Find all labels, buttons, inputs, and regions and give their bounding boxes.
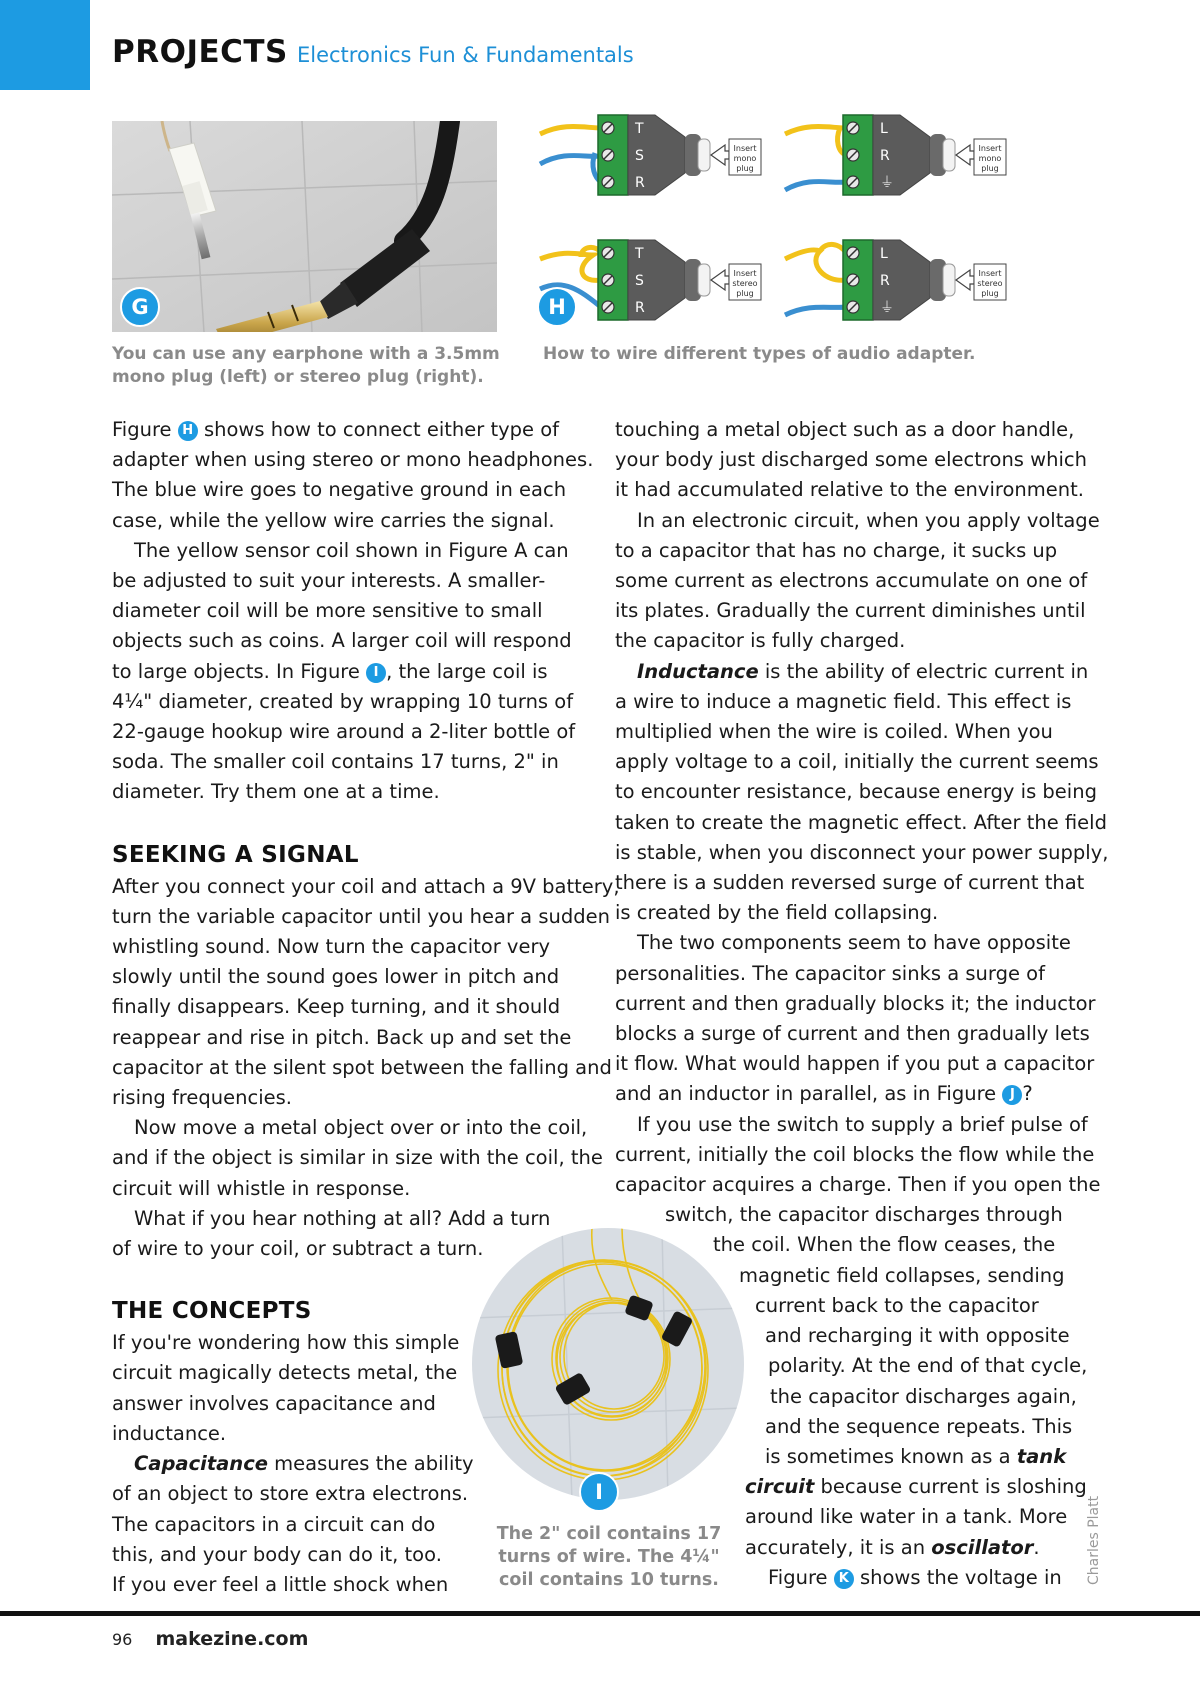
- text-line: to encounter resistance, because energy is being: [615, 780, 1097, 804]
- text-line: circuit because current is sloshing: [745, 1475, 1087, 1499]
- text-line: its plates. Gradually the current diminishes until: [615, 599, 1086, 623]
- text-line: polarity. At the end of that cycle,: [768, 1354, 1088, 1378]
- text-line: If you ever feel a little shock when: [112, 1572, 449, 1596]
- svg-text:R: R: [635, 300, 645, 316]
- section-subtitle: Electronics Fun & Fundamentals: [296, 43, 634, 67]
- paragraph: [615, 415, 1095, 506]
- text-line: and recharging it with opposite: [765, 1324, 1070, 1348]
- paragraph: [112, 415, 602, 536]
- text-line: the coil. When the flow ceases, the: [713, 1233, 1056, 1257]
- text-line: The capacitors in a circuit can do: [112, 1512, 436, 1536]
- text-line: of an object to store extra electrons.: [112, 1482, 469, 1506]
- figure-h-caption: How to wire different types of audio adapter.: [543, 344, 976, 364]
- emphasized-term: Capacitance: [134, 1452, 268, 1476]
- paragraph: [615, 506, 1100, 657]
- audio-adapter-wiring-diagram: [535, 112, 1100, 332]
- text-line: capacitor acquires a charge. Then if you open the: [615, 1173, 1101, 1197]
- text-line: circuit will whistle in response.: [112, 1176, 411, 1200]
- text-line: blocks a surge of current and then gradually lets: [615, 1022, 1090, 1046]
- page-number: 96: [112, 1630, 133, 1649]
- figure-h-diagram: [535, 112, 1100, 332]
- text-line: personalities. The capacitor sinks a surge of: [615, 961, 1045, 985]
- text-line: your body just discharged some electrons which: [615, 448, 1087, 472]
- svg-text:L: L: [880, 121, 888, 137]
- text-line: taken to create the magnetic effect. After the field: [615, 810, 1107, 834]
- adapter-mono-lr: [785, 115, 1006, 195]
- text-line: some current as electrons accumulate on one of: [615, 569, 1088, 593]
- text-line: Now move a metal object over or into the coil,: [134, 1116, 588, 1140]
- figure-i-caption: The 2" coil contains 17 turns of wire. The 4¼" coil contains 10 turns.: [496, 1524, 722, 1590]
- figure-ref-badge: J: [1002, 1085, 1022, 1105]
- text-line: The yellow sensor coil shown in Figure A can: [134, 538, 569, 562]
- text-line: be adjusted to suit your interests. A smaller-: [112, 569, 546, 593]
- text-line: a wire to induce a magnetic field. This effect is: [615, 689, 1072, 713]
- adapter-stereo-lr: [785, 240, 1006, 320]
- svg-text:Insert: Insert: [978, 269, 1002, 278]
- text-line: of wire to your coil, or subtract a turn.: [112, 1237, 484, 1261]
- paragraph: [112, 536, 602, 808]
- text-line: and the sequence repeats. This: [765, 1414, 1073, 1438]
- right-column: [615, 415, 1109, 1593]
- text-line: soda. The smaller coil contains 17 turns, 2" in: [112, 750, 559, 774]
- svg-text:stereo: stereo: [732, 279, 758, 288]
- terminal-label-s: S: [635, 148, 644, 164]
- text-line: Figure H shows how to connect either type of: [112, 418, 560, 441]
- emphasized-term: oscillator: [931, 1535, 1034, 1559]
- text-line: adapter when using stereo or mono headphones.: [112, 448, 594, 472]
- text-line: slowly until the sound goes lower in pitch and: [112, 965, 560, 989]
- svg-text:Insert: Insert: [733, 144, 757, 153]
- svg-text:stereo: stereo: [977, 279, 1003, 288]
- text-line: is created by the field collapsing.: [615, 901, 939, 925]
- text-line: switch, the capacitor discharges through: [665, 1203, 1063, 1227]
- text-line: circuit magically detects metal, the: [112, 1361, 458, 1385]
- photo-credit: Charles Platt: [1086, 1495, 1102, 1585]
- text-line: current back to the capacitor: [755, 1293, 1039, 1317]
- svg-text:T: T: [635, 246, 644, 262]
- figure-g-badge: G: [120, 287, 160, 327]
- text-line: diameter. Try them one at a time.: [112, 780, 440, 804]
- figure-ref-badge: H: [178, 421, 198, 441]
- text-line: multiplied when the wire is coiled. When you: [615, 720, 1053, 744]
- svg-text:plug: plug: [736, 164, 754, 173]
- text-line: is sometimes known as a tank: [765, 1444, 1067, 1468]
- text-line: 4¼" diameter, created by wrapping 10 turns of: [112, 689, 574, 713]
- svg-text:mono: mono: [978, 154, 1002, 163]
- text-line: capacitor at the silent spot between the falling and: [112, 1055, 612, 1079]
- text-line: this, and your body can do it, too.: [112, 1542, 442, 1566]
- text-line: current, initially the coil blocks the flow while the: [615, 1142, 1095, 1166]
- text-line: If you're wondering how this simple: [112, 1331, 460, 1355]
- terminal-label-t: T: [635, 121, 644, 137]
- text-line: current and then gradually blocks it; the inductor: [615, 991, 1096, 1015]
- svg-text:mono: mono: [733, 154, 757, 163]
- svg-text:L: L: [880, 246, 888, 262]
- emphasized-term: circuit: [745, 1475, 815, 1499]
- text-line: finally disappears. Keep turning, and it should: [112, 995, 561, 1019]
- running-header: [112, 34, 634, 70]
- footer-rule: [0, 1611, 1200, 1616]
- svg-text:⏚: ⏚: [880, 175, 894, 191]
- section-label: PROJECTS: [112, 34, 288, 70]
- text-line: If you use the switch to supply a brief pulse of: [637, 1112, 1088, 1136]
- text-line: the capacitor discharges again,: [770, 1384, 1077, 1408]
- svg-text:S: S: [635, 273, 644, 289]
- paragraph: [615, 928, 1095, 1109]
- emphasized-term: Inductance: [637, 659, 759, 683]
- paragraph: [112, 872, 620, 1114]
- text-line: apply voltage to a coil, initially the current seems: [615, 750, 1099, 774]
- text-line: accurately, it is an oscillator.: [745, 1535, 1040, 1559]
- svg-text:R: R: [880, 273, 890, 289]
- footer: [112, 1628, 308, 1650]
- figure-ref-badge: K: [834, 1569, 854, 1589]
- paragraph: [615, 657, 1109, 929]
- figure-g-caption: You can use any earphone with a 3.5mm mono plug (left) or stereo plug (right).: [112, 344, 500, 387]
- text-line: After you connect your coil and attach a 9V battery,: [112, 874, 620, 898]
- text-line: objects such as coins. A larger coil will respond: [112, 629, 572, 653]
- text-line: around like water in a tank. More: [745, 1505, 1068, 1529]
- heading-seeking-signal: SEEKING A SIGNAL: [112, 841, 359, 868]
- paragraph: [112, 1113, 602, 1204]
- text-line: touching a metal object such as a door handle,: [615, 418, 1075, 441]
- text-line: and if the object is similar in size with the coil, the: [112, 1146, 603, 1170]
- text-line: diameter coil will be more sensitive to small: [112, 599, 543, 623]
- text-line: 22-gauge hookup wire around a 2-liter bottle of: [112, 720, 576, 744]
- text-line: The blue wire goes to negative ground in each: [112, 478, 567, 502]
- figure-h-badge: H: [537, 287, 577, 327]
- text-line: is stable, when you disconnect your power supply,: [615, 840, 1109, 864]
- text-line: Figure K shows the voltage in: [768, 1565, 1062, 1589]
- svg-text:Insert: Insert: [733, 269, 757, 278]
- text-line: the capacitor is fully charged.: [615, 629, 906, 653]
- text-line: In an electronic circuit, when you apply voltage: [637, 508, 1100, 532]
- svg-text:plug: plug: [981, 164, 999, 173]
- text-line: it had accumulated relative to the environment.: [615, 478, 1084, 502]
- text-line: whistling sound. Now turn the capacitor very: [112, 935, 551, 959]
- paragraph: [615, 1563, 1095, 1593]
- text-line: The two components seem to have opposite: [637, 931, 1071, 955]
- terminal-label-r: R: [635, 175, 645, 191]
- text-line: What if you hear nothing at all? Add a turn: [134, 1206, 551, 1230]
- text-line: to a capacitor that has no charge, it sucks up: [615, 538, 1058, 562]
- text-line: Inductance is the ability of electric current in: [637, 659, 1089, 683]
- svg-text:R: R: [880, 148, 890, 164]
- emphasized-term: tank: [1016, 1444, 1067, 1468]
- figure-g-photo: [112, 121, 497, 332]
- text-line: inductance.: [112, 1421, 227, 1445]
- text-line: reappear and rise in pitch. Back up and set the: [112, 1025, 572, 1049]
- figure-i-badge: I: [579, 1472, 619, 1512]
- section-color-tab: [0, 0, 90, 90]
- heading-concepts: THE CONCEPTS: [112, 1298, 312, 1325]
- svg-text:⏚: ⏚: [880, 300, 894, 316]
- adapter-mono-tsr: [540, 115, 761, 195]
- text-line: to large objects. In Figure I , the large coil is: [112, 659, 548, 683]
- svg-text:Insert: Insert: [978, 144, 1002, 153]
- svg-text:plug: plug: [736, 289, 754, 298]
- svg-text:plug: plug: [981, 289, 999, 298]
- text-line: there is a sudden reversed surge of current that: [615, 871, 1085, 895]
- text-line: it flow. What would happen if you put a capacitor: [615, 1052, 1095, 1076]
- figure-ref-badge: I: [366, 663, 386, 683]
- text-line: magnetic field collapses, sending: [739, 1263, 1065, 1287]
- text-line: rising frequencies.: [112, 1086, 292, 1110]
- earphone-plugs-image: [112, 121, 497, 332]
- text-line: Capacitance measures the ability: [134, 1452, 474, 1476]
- text-line: and an inductor in parallel, as in Figure J ?: [615, 1082, 1033, 1106]
- text-line: case, while the yellow wire carries the signal.: [112, 508, 555, 532]
- text-line: answer involves capacitance and: [112, 1391, 436, 1415]
- text-line: turn the variable capacitor until you hear a sudden: [112, 904, 610, 928]
- site-name: makezine.com: [155, 1628, 309, 1650]
